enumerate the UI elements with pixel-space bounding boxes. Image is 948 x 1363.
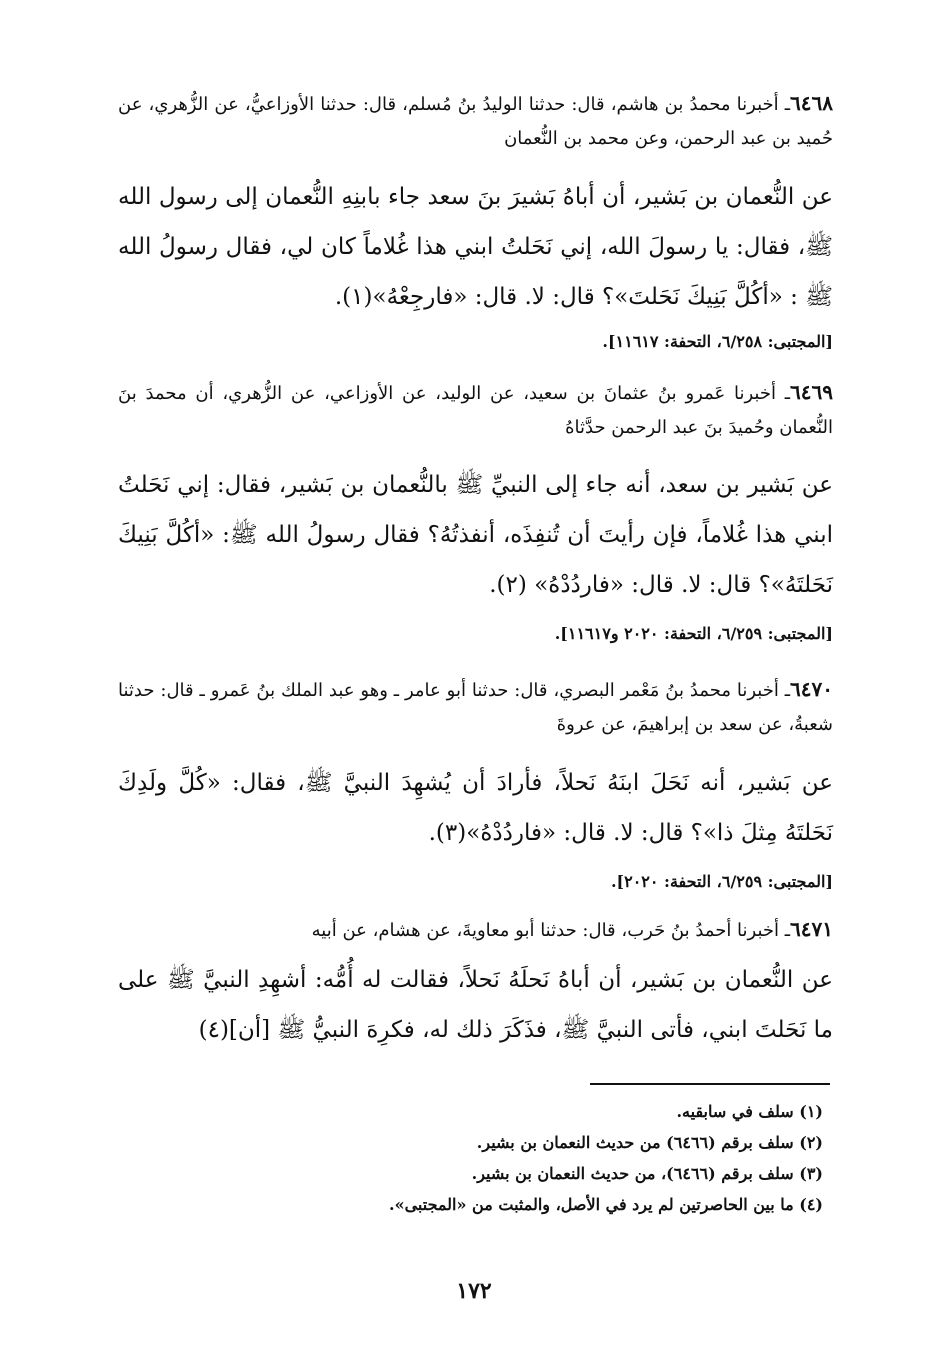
hadith-matn: عن بَشير بن سعد، أنه جاء إلى النبيِّ ﷺ بالنُّعمان بن بَشير، فقال: إني نَحَلتُ ابني هذا غُلاماً، فإن رأيتَ أن تُنفِذَه، أنفذتُهُ؟ فقال رسولُ الله ﷺ: «أكُلَّ بَنِيكَ نَحَلتَهُ»؟ قال: لا. قال: «فاردُدْهُ» (٢). <box>118 472 833 598</box>
hadith-number: ٦٤٧٠ <box>790 677 833 701</box>
page-number: ١٧٢ <box>456 1278 492 1304</box>
hadith-reference: [المجتبى: ٦/٢٥٩، التحفة: ٢٠٢٠ و١١٦١٧]. <box>554 624 833 643</box>
footnote: (٣) سلف برقم (٦٤٦٦)، من حديث النعمان بن بشير. <box>471 1164 823 1183</box>
hadith-reference: [المجتبى: ٦/٢٥٩، التحفة: ٢٠٢٠]. <box>610 872 833 891</box>
footnote: (٢) سلف برقم (٦٤٦٦) من حديث النعمان بن بشير. <box>476 1133 823 1152</box>
hadith-isnad <box>118 912 833 948</box>
footnote: (٤) ما بين الحاصرتين لم يرد في الأصل، والمثبت من «المجتبى». <box>389 1195 823 1214</box>
footnote-separator <box>590 1083 830 1085</box>
footnote: (١) سلف في سابقيه. <box>676 1102 823 1121</box>
hadith-matn: عن النُّعمان بن بَشير، أن أباهُ نَحلَهُ نَحلاً، فقالت له أُمُّه: أشهِدِ النبيَّ ﷺ على ما نَحَلتَ ابني، فأتى النبيَّ ﷺ، فذَكَرَ ذلك له، فكرِهَ النبيُّ ﷺ [أن](٤) <box>118 967 833 1043</box>
hadith-number: ٦٤٧١ <box>790 917 833 941</box>
hadith-isnad <box>118 672 833 742</box>
hadith-isnad <box>118 375 833 445</box>
hadith-number: ٦٤٦٨ <box>790 91 833 115</box>
hadith-isnad <box>118 86 833 156</box>
hadith-number: ٦٤٦٩ <box>790 380 833 404</box>
isnad-text: ـ أخبرنا أحمدُ بنُ حَرب، قال: حدثنا أبو معاويةَ، عن هشام، عن أبيه <box>311 920 791 941</box>
isnad-text: ـ أخبرنا محمدُ بنُ مَعْمر البصري، قال: حدثنا أبو عامر ـ وهو عبد الملك بنُ عَمرو ـ قال: حدثنا شعبةُ، عن سعد بن إبراهيمَ، عن عروةَ <box>118 680 833 735</box>
hadith-reference: [المجتبى: ٦/٢٥٨، التحفة: ١١٦١٧]. <box>602 332 833 351</box>
isnad-text: ـ أخبرنا محمدُ بن هاشم، قال: حدثنا الوليدُ بنُ مُسلم، قال: حدثنا الأوزاعيُّ، عن الزُّهري، عن حُميد بن عبد الرحمن، وعن محمد بن النُّعمان <box>118 94 833 149</box>
hadith-matn: عن بَشير، أنه نَحَلَ ابنَهُ نَحلاً، فأرادَ أن يُشهِدَ النبيَّ ﷺ، فقال: «كُلَّ ولَدِكَ نَحَلتَهُ مِثلَ ذا»؟ قال: لا. قال: «فاردُدْهُ»(٣). <box>118 770 833 846</box>
footnotes <box>150 1096 823 1220</box>
hadith-matn: عن النُّعمان بن بَشير، أن أباهُ بَشيرَ بنَ سعد جاء بابنِهِ النُّعمان إلى رسول الله ﷺ، فقال: يا رسولَ الله، إني نَحَلتُ ابني هذا غُلاماً كان لي، فقال رسولُ الله ﷺ : «أكُلَّ بَنِيكَ نَحَلتَ»؟ قال: لا. قال: «فارجِعْهُ»(١). <box>118 184 833 310</box>
isnad-text: ـ أخبرنا عَمرو بنُ عثمانَ بن سعيد، عن الوليد، عن الأوزاعي، عن الزُّهري، أن محمدَ بنَ النُّعمان وحُميدَ بنَ عبد الرحمن حدَّثاهُ <box>118 383 833 438</box>
